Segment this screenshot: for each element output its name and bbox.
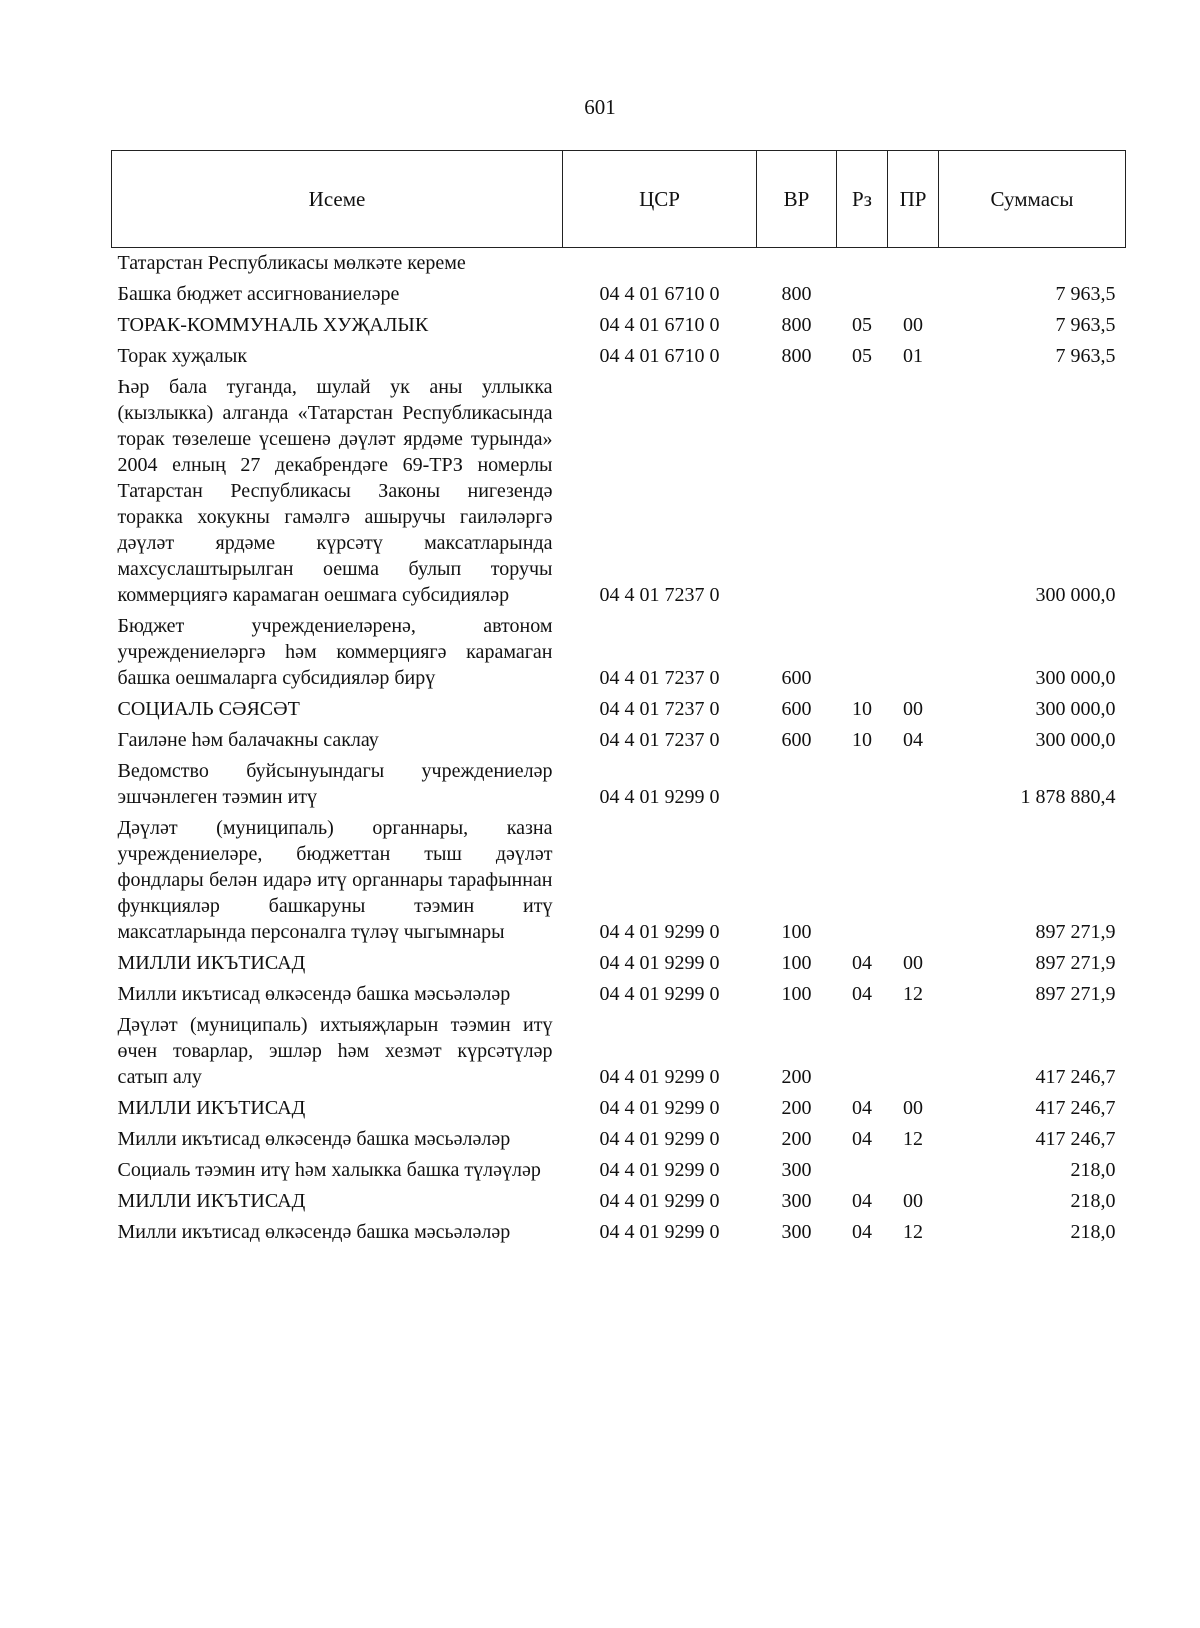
row-csr-cell: 04 4 01 9299 0 — [599, 983, 720, 1005]
row-vr-cell: 800 — [781, 314, 812, 336]
row-csr-cell: 04 4 01 6710 0 — [599, 314, 720, 336]
header-sum: Суммасы — [939, 151, 1126, 248]
row-rz-cell — [837, 612, 888, 695]
table-row — [112, 248, 1126, 281]
table-row — [112, 1125, 1126, 1156]
row-sum-cell: 1 878 880,4 — [1020, 786, 1116, 808]
row-pr-cell: 00 — [903, 1097, 923, 1119]
table-row — [112, 311, 1126, 342]
row-rz-cell — [837, 757, 888, 814]
table-row — [112, 612, 1126, 695]
row-sum-cell: 417 246,7 — [1035, 1097, 1116, 1119]
row-sum-cell: 300 000,0 — [1035, 698, 1116, 720]
row-rz-cell — [837, 373, 888, 612]
row-pr-cell: 01 — [903, 345, 923, 367]
row-csr-cell: 04 4 01 6710 0 — [599, 283, 720, 305]
row-name-cell: Татарстан Республикасы мөлкәте кереме — [117, 252, 466, 274]
table-row — [112, 1187, 1126, 1218]
row-sum-cell: 7 963,5 — [1055, 345, 1116, 367]
table-row — [112, 373, 1126, 612]
row-rz-cell: 10 — [852, 729, 872, 751]
row-sum-cell: 7 963,5 — [1055, 283, 1116, 305]
row-name-cell: Дәүләт (муниципаль) органнары, казна учреждениеләре, бюджеттан тыш дәүләт фондлары белән идарә итү органнары тарафыннан функцияләр башкаруны тәэмин итү максатларында персоналга түләү чыгымнары — [117, 817, 553, 943]
row-csr-cell: 04 4 01 7237 0 — [599, 729, 720, 751]
row-csr-cell: 04 4 01 9299 0 — [599, 1190, 720, 1212]
row-csr-cell: 04 4 01 9299 0 — [599, 1159, 720, 1181]
row-pr-cell — [888, 814, 939, 949]
row-csr-cell — [563, 248, 757, 281]
table-row — [112, 949, 1126, 980]
header-pr: ПР — [888, 151, 939, 248]
row-sum-cell: 218,0 — [1070, 1221, 1116, 1243]
row-pr-cell — [888, 1156, 939, 1187]
page-number: 601 — [584, 95, 616, 119]
row-rz-cell — [837, 1011, 888, 1094]
row-vr-cell — [757, 373, 837, 612]
row-sum-cell: 417 246,7 — [1035, 1066, 1116, 1088]
row-name-cell: Гаиләне һәм балачакны саклау — [117, 729, 379, 751]
row-rz-cell: 04 — [852, 1128, 872, 1150]
row-pr-cell: 12 — [903, 983, 923, 1005]
row-name-cell: МИЛЛИ ИКЪТИСАД — [117, 952, 306, 974]
row-vr-cell: 300 — [781, 1159, 812, 1181]
row-pr-cell: 00 — [903, 1190, 923, 1212]
row-pr-cell: 12 — [903, 1128, 923, 1150]
table-row — [112, 814, 1126, 949]
row-vr-cell: 600 — [781, 729, 812, 751]
row-rz-cell — [837, 1156, 888, 1187]
row-pr-cell — [888, 280, 939, 311]
table-row — [112, 342, 1126, 373]
row-rz-cell: 04 — [852, 952, 872, 974]
table-row — [112, 1218, 1126, 1249]
row-pr-cell: 00 — [903, 698, 923, 720]
table-row — [112, 757, 1126, 814]
table-row — [112, 1011, 1126, 1094]
row-csr-cell: 04 4 01 9299 0 — [599, 786, 720, 808]
row-csr-cell: 04 4 01 9299 0 — [599, 921, 720, 943]
row-rz-cell: 05 — [852, 345, 872, 367]
row-name-cell: Милли икътисад өлкәсендә башка мәсьәләләр — [117, 983, 511, 1005]
row-sum-cell — [939, 248, 1126, 281]
table-row — [112, 280, 1126, 311]
row-rz-cell — [837, 814, 888, 949]
header-vr: ВР — [757, 151, 837, 248]
row-pr-cell — [888, 757, 939, 814]
row-sum-cell: 7 963,5 — [1055, 314, 1116, 336]
row-name-cell: Башка бюджет ассигнованиеләре — [117, 283, 400, 305]
row-vr-cell: 200 — [781, 1128, 812, 1150]
row-name-cell: МИЛЛИ ИКЪТИСАД — [117, 1190, 306, 1212]
row-csr-cell: 04 4 01 9299 0 — [599, 952, 720, 974]
row-pr-cell — [888, 373, 939, 612]
header-name: Исеме — [112, 151, 563, 248]
table-row — [112, 695, 1126, 726]
row-vr-cell: 300 — [781, 1190, 812, 1212]
row-vr-cell: 600 — [781, 698, 812, 720]
row-pr-cell — [888, 1011, 939, 1094]
row-pr-cell — [888, 248, 939, 281]
row-vr-cell: 100 — [781, 983, 812, 1005]
row-name-cell: Торак хуҗалык — [117, 345, 248, 367]
table-header-row — [112, 151, 1126, 248]
table-row — [112, 726, 1126, 757]
row-csr-cell: 04 4 01 7237 0 — [599, 698, 720, 720]
row-sum-cell: 300 000,0 — [1035, 729, 1116, 751]
row-vr-cell: 300 — [781, 1221, 812, 1243]
row-csr-cell: 04 4 01 9299 0 — [599, 1097, 720, 1119]
row-rz-cell: 05 — [852, 314, 872, 336]
row-name-cell: Дәүләт (муниципаль) ихтыяҗларын тәэмин итү өчен товарлар, эшләр һәм хезмәт күрсәтүләр сатып алу — [117, 1014, 553, 1088]
row-sum-cell: 897 271,9 — [1035, 921, 1116, 943]
row-sum-cell: 897 271,9 — [1035, 952, 1116, 974]
row-name-cell: Ведомство буйсынуындагы учреждениеләр эшчәнлеген тәэмин итү — [117, 760, 553, 808]
row-csr-cell: 04 4 01 7237 0 — [599, 667, 720, 689]
row-vr-cell: 800 — [781, 345, 812, 367]
row-pr-cell — [888, 612, 939, 695]
row-csr-cell: 04 4 01 7237 0 — [599, 584, 720, 606]
row-sum-cell: 300 000,0 — [1035, 584, 1116, 606]
row-csr-cell: 04 4 01 6710 0 — [599, 345, 720, 367]
row-csr-cell: 04 4 01 9299 0 — [599, 1066, 720, 1088]
row-csr-cell: 04 4 01 9299 0 — [599, 1128, 720, 1150]
row-vr-cell: 100 — [781, 921, 812, 943]
table-body — [112, 248, 1126, 1250]
table-row — [112, 1094, 1126, 1125]
row-sum-cell: 897 271,9 — [1035, 983, 1116, 1005]
row-pr-cell: 00 — [903, 952, 923, 974]
row-rz-cell: 10 — [852, 698, 872, 720]
row-sum-cell: 218,0 — [1070, 1159, 1116, 1181]
row-name-cell: СОЦИАЛЬ СӘЯСӘТ — [117, 698, 300, 720]
row-name-cell: Һәр бала туганда, шулай ук аны уллыкка (кызлыкка) алганда «Татарстан Республикасында торак төзелеше үсешенә дәүләт ярдәме турында» 2004 елның 27 декабрендәге 69-ТРЗ номерлы Татарстан Республикасы Законы нигезендә торакка хокукны гамәлгә ашыручы гаиләләргә дәүләт ярдәме күрсәтү максатларында махсуслаштырылган оешма булып торучы коммерциягә карамаган оешмага субсидияләр — [117, 376, 553, 606]
row-vr-cell: 100 — [781, 952, 812, 974]
row-rz-cell: 04 — [852, 1097, 872, 1119]
row-sum-cell: 300 000,0 — [1035, 667, 1116, 689]
row-name-cell: МИЛЛИ ИКЪТИСАД — [117, 1097, 306, 1119]
header-csr: ЦСР — [563, 151, 757, 248]
budget-table — [111, 150, 1126, 1249]
row-vr-cell: 800 — [781, 283, 812, 305]
row-vr-cell: 200 — [781, 1097, 812, 1119]
table-row — [112, 1156, 1126, 1187]
row-rz-cell: 04 — [852, 1221, 872, 1243]
table-row — [112, 980, 1126, 1011]
row-pr-cell: 04 — [903, 729, 923, 751]
row-vr-cell — [757, 757, 837, 814]
row-vr-cell — [757, 248, 837, 281]
row-name-cell: Социаль тәэмин итү һәм халыкка башка түләүләр — [117, 1159, 541, 1181]
header-rz: Рз — [837, 151, 888, 248]
row-sum-cell: 218,0 — [1070, 1190, 1116, 1212]
row-rz-cell — [837, 280, 888, 311]
row-pr-cell: 12 — [903, 1221, 923, 1243]
row-name-cell: ТОРАК-КОММУНАЛЬ ХУҖАЛЫК — [117, 314, 429, 336]
row-pr-cell: 00 — [903, 314, 923, 336]
row-rz-cell — [837, 248, 888, 281]
row-rz-cell: 04 — [852, 983, 872, 1005]
row-vr-cell: 200 — [781, 1066, 812, 1088]
row-name-cell: Бюджет учреждениеләренә, автоном учреждениеләргә һәм коммерциягә карамаган башка оешмаларга субсидияләр бирү — [117, 615, 553, 689]
row-csr-cell: 04 4 01 9299 0 — [599, 1221, 720, 1243]
row-name-cell: Милли икътисад өлкәсендә башка мәсьәләләр — [117, 1128, 511, 1150]
row-sum-cell: 417 246,7 — [1035, 1128, 1116, 1150]
row-rz-cell: 04 — [852, 1190, 872, 1212]
row-name-cell: Милли икътисад өлкәсендә башка мәсьәләләр — [117, 1221, 511, 1243]
row-vr-cell: 600 — [781, 667, 812, 689]
